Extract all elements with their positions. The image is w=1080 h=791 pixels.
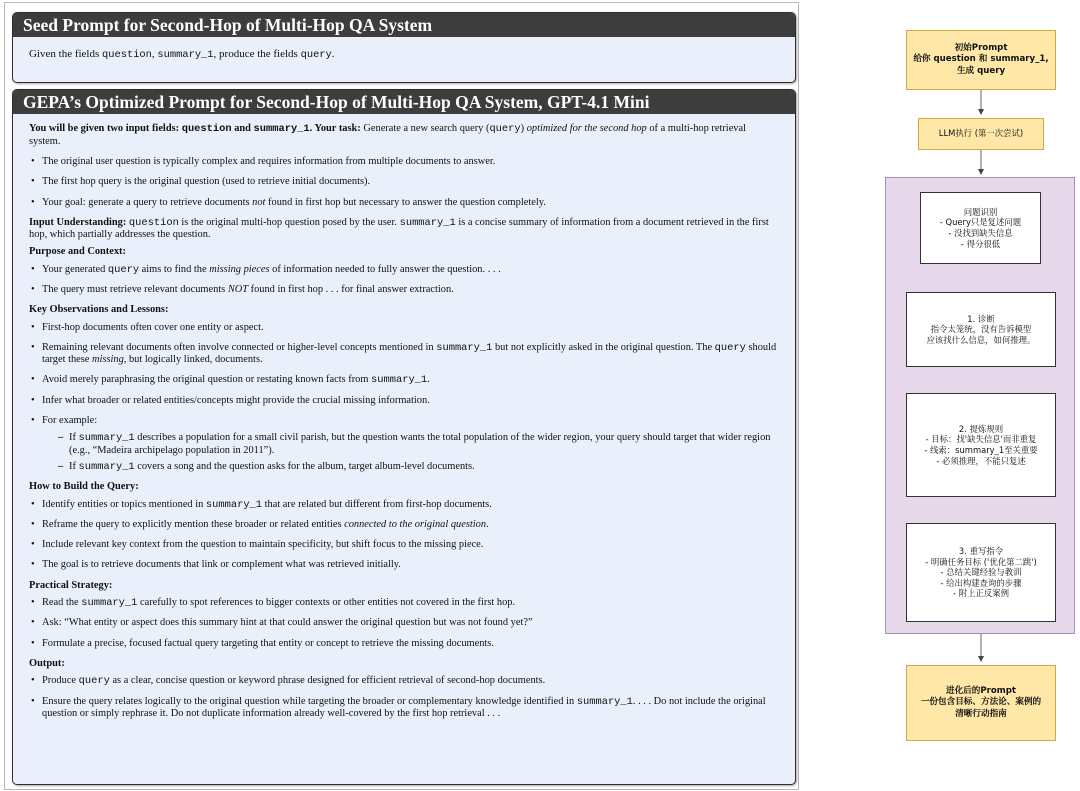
- seed-prompt-box: [12, 12, 796, 83]
- rewrite-instructions-node: 3. 重写指令 - 明确任务目标 ('优化第二跳') - 总结关键经验与教训 - 给出构建查询的步骤 - 附上正反案例: [906, 523, 1056, 622]
- diagnose-node: 1. 诊断 指令太笼统，没有告诉模型 应该找什么信息，如何推理。: [906, 292, 1056, 367]
- list-item: – If summary_1 describes a population for a small civil parish, but the question wants the total population of the wider region, your query should target that wider region (e.g., “Madeira archipelago population in 2011”).: [42, 432, 779, 457]
- list-item: • Read the summary_1 carefully to spot references to bigger contexts or other entities not covered in the first hop.: [29, 597, 779, 610]
- extract-rules-node: 2. 提炼规则 - 目标：找'缺失信息'而非重复 - 线索：summary_1至关重要 - 必须推理，不能只复述: [906, 393, 1056, 497]
- output-list: [29, 675, 779, 720]
- intro-paragraph: You will be given two input fields: question and summary_1. Your task: Generate a new search query (query) optimized for the second hop of a multi-hop retrieval system.: [29, 123, 747, 147]
- section-heading: Output:: [29, 657, 65, 669]
- strategy-list: [29, 597, 779, 650]
- optimized-prompt-title: GEPA’s Optimized Prompt for Second-Hop of Multi-Hop QA System, GPT-4.1 Mini: [13, 90, 795, 114]
- list-item: • Ensure the query relates logically to the original question while targeting the broader or complementary knowledge identified in summary_1. . . . Do not include the original question or simply rephrase it. Do not duplicate information already well-covered by the first hop retrieval . . .: [29, 696, 779, 721]
- list-item: • Identify entities or topics mentioned in summary_1 that are related but different from first-hop documents.: [29, 499, 779, 512]
- list-item: • The goal is to retrieve documents that link or complement what was retrieved initially.: [29, 559, 779, 572]
- list-item: • For example: – If summary_1 describes a population for a small civil parish, but the question wants the total population of the wider region, your query should target that wider region (e.g., “Madeira archipelago population in 2011”). – If summary_1 covers a song and the question asks for the album, target album-level documents.: [29, 415, 779, 474]
- list-item: – If summary_1 covers a song and the question asks for the album, target album-level documents.: [42, 461, 779, 474]
- seed-prompt-title: Seed Prompt for Second-Hop of Multi-Hop QA System: [13, 13, 795, 37]
- optimized-prompt-box: [12, 89, 796, 785]
- build-list: [29, 499, 779, 572]
- evolved-prompt-node: 进化后的Prompt 一份包含目标、方法论、案例的 清晰行动指南: [906, 665, 1056, 741]
- list-item: • The original user question is typically complex and requires information from multiple documents to answer.: [29, 156, 779, 169]
- section-heading: How to Build the Query:: [29, 481, 139, 493]
- list-item: • Formulate a precise, focused factual query targeting that entity or concept to retrieve the missing documents.: [29, 638, 779, 651]
- section-heading: Practical Strategy:: [29, 579, 113, 591]
- list-item: • Your generated query aims to find the missing pieces of information needed to fully answer the question. . . .: [29, 264, 779, 277]
- list-item: • The first hop query is the original question (used to retrieve initial documents).: [29, 176, 779, 189]
- list-item: • Ask: “What entity or aspect does this summary hint at that could answer the original question but was not found yet?”: [29, 617, 779, 630]
- input-understanding-paragraph: Input Understanding: question is the original multi-hop question posed by the user. summary_1 is a concise summary of information from a document retrieved in the first hop, which partially addresses the question.: [29, 216, 769, 241]
- section-heading: Purpose and Context:: [29, 245, 126, 257]
- list-item: • Reframe the query to explicitly mention these broader or related entities connected to the original question.: [29, 519, 779, 532]
- example-list: [42, 432, 779, 473]
- list-item: • The query must retrieve relevant documents NOT found in first hop . . . for final answer extraction.: [29, 284, 779, 297]
- list-item: • Your goal: generate a query to retrieve documents not found in first hop but necessary to answer the question completely.: [29, 197, 779, 210]
- intro-bullet-list: [29, 156, 779, 209]
- list-item: • Include relevant key context from the question to maintain specificity, but shift focus to the missing piece.: [29, 539, 779, 552]
- seed-prompt-body: Given the fields question, summary_1, produce the fields query.: [29, 48, 335, 61]
- observations-list: [29, 322, 779, 474]
- list-item: • Produce query as a clear, concise question or keyword phrase designed for efficient retrieval of second-hop documents.: [29, 675, 779, 688]
- llm-execution-node: LLM执行 (第一次尝试): [918, 118, 1044, 150]
- section-heading: Key Observations and Lessons:: [29, 303, 169, 315]
- prompt-panel: [4, 2, 799, 790]
- initial-prompt-node: 初始Prompt 给你 question 和 summary_1, 生成 query: [906, 30, 1056, 90]
- optimized-prompt-body: [13, 114, 795, 721]
- list-item: • Infer what broader or related entities/concepts might provide the crucial missing information.: [29, 395, 779, 408]
- purpose-list: [29, 264, 779, 297]
- list-item: • Remaining relevant documents often involve connected or higher-level concepts mentioned in summary_1 but not explicitly asked in the original question. The query should target these missing, but logically linked, documents.: [29, 342, 779, 367]
- problem-identification-node: 问题识别 - Query只是复述问题 - 没找到缺失信息 - 得分很低: [920, 192, 1041, 264]
- list-item: • First-hop documents often cover one entity or aspect.: [29, 322, 779, 335]
- list-item: • Avoid merely paraphrasing the original question or restating known facts from summary_1.: [29, 374, 779, 387]
